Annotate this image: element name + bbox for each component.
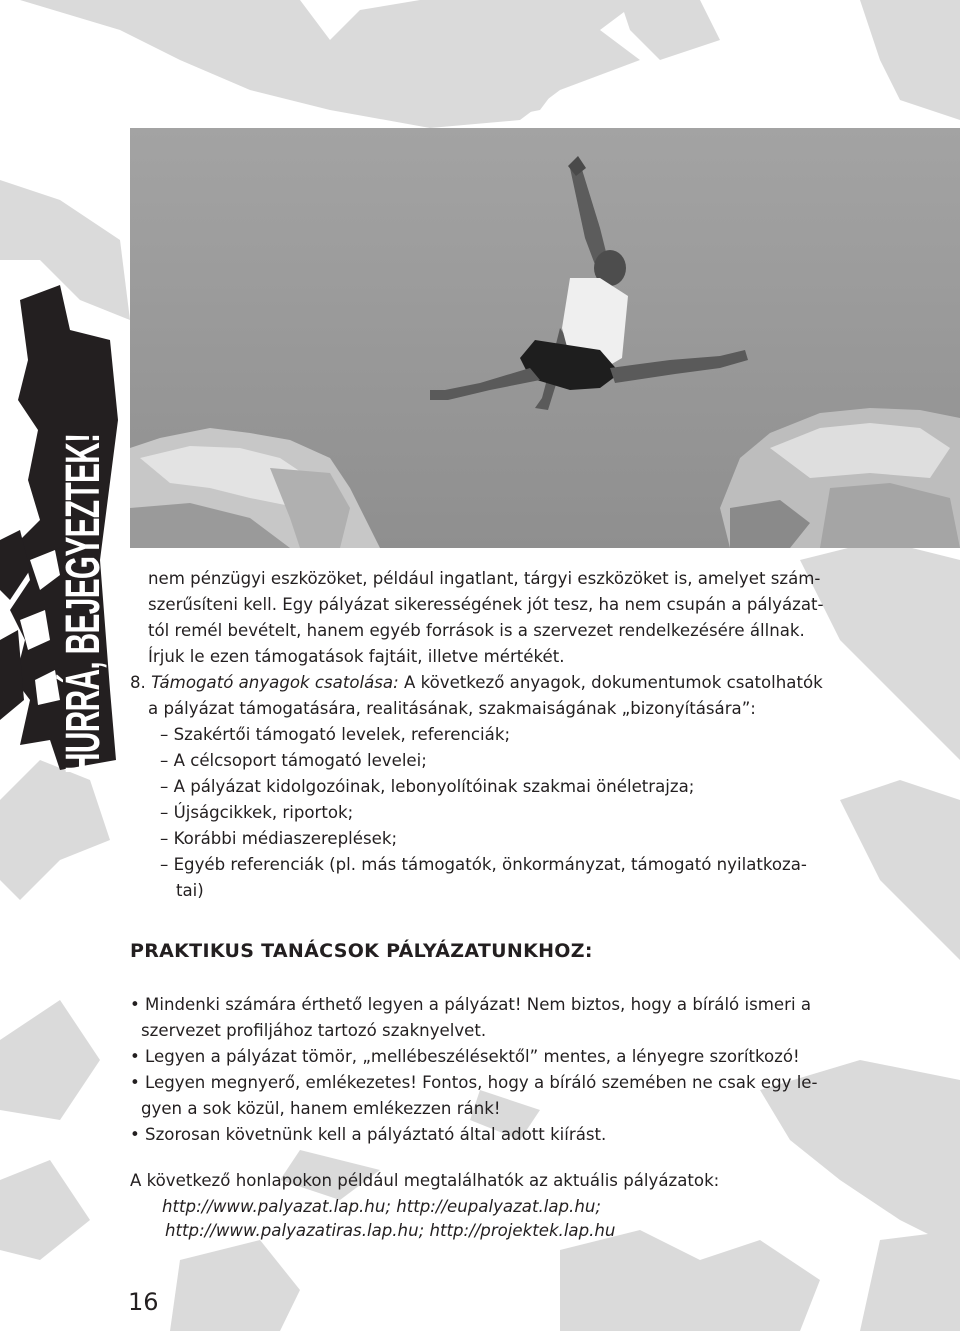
attachment-item: – Újságcikkek, riportok; — [160, 803, 354, 822]
tip-item-continued: gyen a sok közül, hanem emlékezzen ránk! — [141, 1099, 501, 1118]
attachment-item: – A célcsoport támogató levelei; — [160, 751, 427, 770]
item-8-number: 8. — [130, 673, 146, 692]
tip-item-continued: szervezet profiljához tartozó szaknyelvet. — [141, 1021, 487, 1040]
item-8-line — [130, 670, 823, 696]
link-line[interactable]: http://www.palyazatiras.lap.hu; http://projektek.lap.hu — [165, 1221, 616, 1240]
tips-heading: PRAKTIKUS TANÁCSOK PÁLYÁZATUNKHOZ: — [130, 940, 593, 962]
item-8-line-2: a pályázat támogatására, realitásának, szakmaiságának „bizonyítására”: — [148, 699, 756, 718]
paragraph-line: Írjuk le ezen támogatások fajtáit, illetve mértékét. — [148, 647, 565, 666]
item-8-title: Támogató anyagok csatolása: — [151, 673, 399, 692]
attachment-item-continued: tai) — [176, 881, 204, 900]
attachment-item: – Egyéb referenciák (pl. más támogatók, önkormányzat, támogató nyilatkoza- — [160, 855, 807, 874]
attachment-item: – Szakértői támogató levelek, referenciák; — [160, 725, 511, 744]
tip-item: • Mindenki számára érthető legyen a pályázat! Nem biztos, hogy a bíráló ismeri a — [130, 995, 811, 1014]
jumping-man-photo — [130, 128, 960, 548]
attachment-item: – Korábbi médiaszereplések; — [160, 829, 398, 848]
page-number: 16 — [128, 1288, 159, 1316]
attachment-item: – A pályázat kidolgozóinak, lebonyolítóinak szakmai önéletrajza; — [160, 777, 695, 796]
tip-item: • Legyen a pályázat tömör, „mellébeszélésektől” mentes, a lényegre szorítkozó! — [130, 1047, 800, 1066]
tip-item: • Legyen megnyerő, emlékezetes! Fontos, hogy a bíráló szemében ne csak egy le- — [130, 1073, 818, 1092]
paragraph-line: nem pénzügyi eszközöket, például ingatlant, tárgyi eszközöket is, amelyet szám- — [148, 569, 821, 588]
side-title — [56, 354, 112, 774]
paragraph-line: szerűsíteni kell. Egy pályázat sikerességének jót tesz, ha nem csupán a pályázat- — [148, 595, 824, 614]
tip-item: • Szorosan követnünk kell a pályáztató által adott kiírást. — [130, 1125, 607, 1144]
side-title-text: HURRÁ, BEJEGYEZTEK! — [57, 433, 110, 774]
links-intro: A következő honlapokon például megtalálhatók az aktuális pályázatok: — [130, 1171, 720, 1190]
paragraph-line: tól remél bevételt, hanem egyéb források is a szervezet rendelkezésére állnak. — [148, 621, 805, 640]
item-8-text: A következő anyagok, dokumentumok csatolhatók — [403, 673, 823, 692]
link-line[interactable]: http://www.palyazat.lap.hu; http://eupalyazat.lap.hu; — [162, 1197, 601, 1216]
